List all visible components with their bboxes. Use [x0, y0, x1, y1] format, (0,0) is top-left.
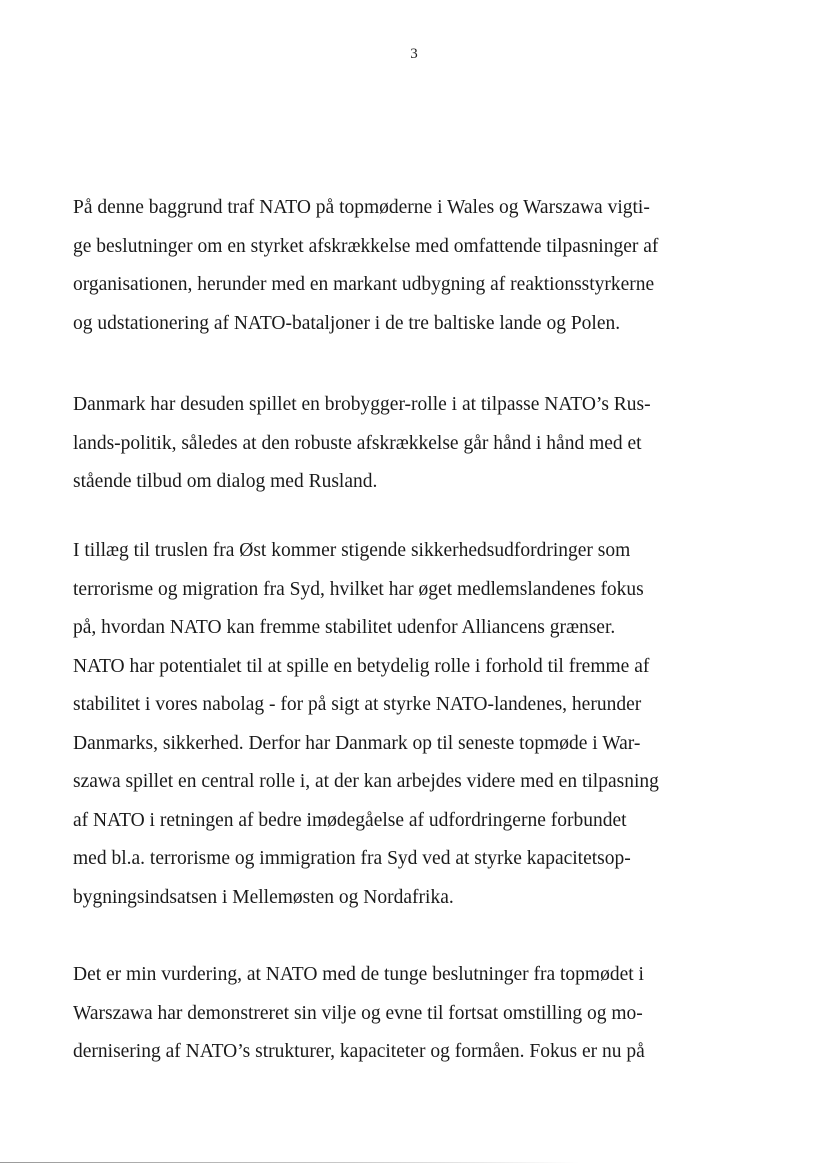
text-line: Danmarks, sikkerhed. Derfor har Danmark op til seneste topmøde i War- — [73, 732, 641, 754]
paragraph-2 — [73, 386, 763, 502]
text-line: organisationen, herunder med en markant udbygning af reaktionsstyrkerne — [73, 274, 655, 295]
text-line: NATO har potentialet til at spille en betydelig rolle i forhold til fremme af — [73, 655, 650, 677]
paragraph-4 — [73, 956, 763, 1072]
text-line: Det er min vurdering, at NATO med de tunge beslutninger fra topmødet i — [73, 964, 644, 985]
text-line: Warszawa har demonstreret sin vilje og evne til fortsat omstilling og mo- — [73, 1002, 643, 1024]
paragraph-3 — [73, 532, 763, 917]
text-line: bygningsindsatsen i Mellemøsten og Nordafrika. — [73, 886, 454, 908]
page-number: 3 — [410, 46, 418, 62]
text-line: af NATO i retningen af bedre imødegåelse af udfordringerne forbundet — [73, 809, 627, 831]
text-line: dernisering af NATO’s strukturer, kapaciteter og formåen. Fokus er nu på — [73, 1041, 645, 1062]
text-line: stabilitet i vores nabolag - for på sigt at styrke NATO-landenes, herunder — [73, 694, 642, 715]
text-line: Danmark har desuden spillet en brobygger-rolle i at tilpasse NATO’s Rus- — [73, 394, 651, 415]
text-line: lands-politik, således at den robuste afskrækkelse går hånd i hånd med et — [73, 432, 642, 454]
text-line: I tillæg til truslen fra Øst kommer stigende sikkerhedsudfordringer som — [73, 540, 631, 561]
text-line: szawa spillet en central rolle i, at der kan arbejdes videre med en tilpasning — [73, 771, 659, 792]
text-line: ge beslutninger om en styrket afskrækkelse med omfattende tilpasninger af — [73, 235, 659, 257]
text-line: med bl.a. terrorisme og immigration fra Syd ved at styrke kapacitetsop- — [73, 848, 631, 869]
scan-edge-line — [0, 1162, 580, 1163]
text-line: stående tilbud om dialog med Rusland. — [73, 471, 378, 492]
text-line: På denne baggrund traf NATO på topmøderne i Wales og Warszawa vigti- — [73, 197, 650, 218]
text-line: på, hvordan NATO kan fremme stabilitet udenfor Alliancens grænser. — [73, 617, 616, 638]
paragraph-1 — [73, 189, 763, 343]
text-line: og udstationering af NATO-bataljoner i de tre baltiske lande og Polen. — [73, 312, 621, 334]
text-line: terrorisme og migration fra Syd, hvilket har øget medlemslandenes fokus — [73, 578, 644, 600]
